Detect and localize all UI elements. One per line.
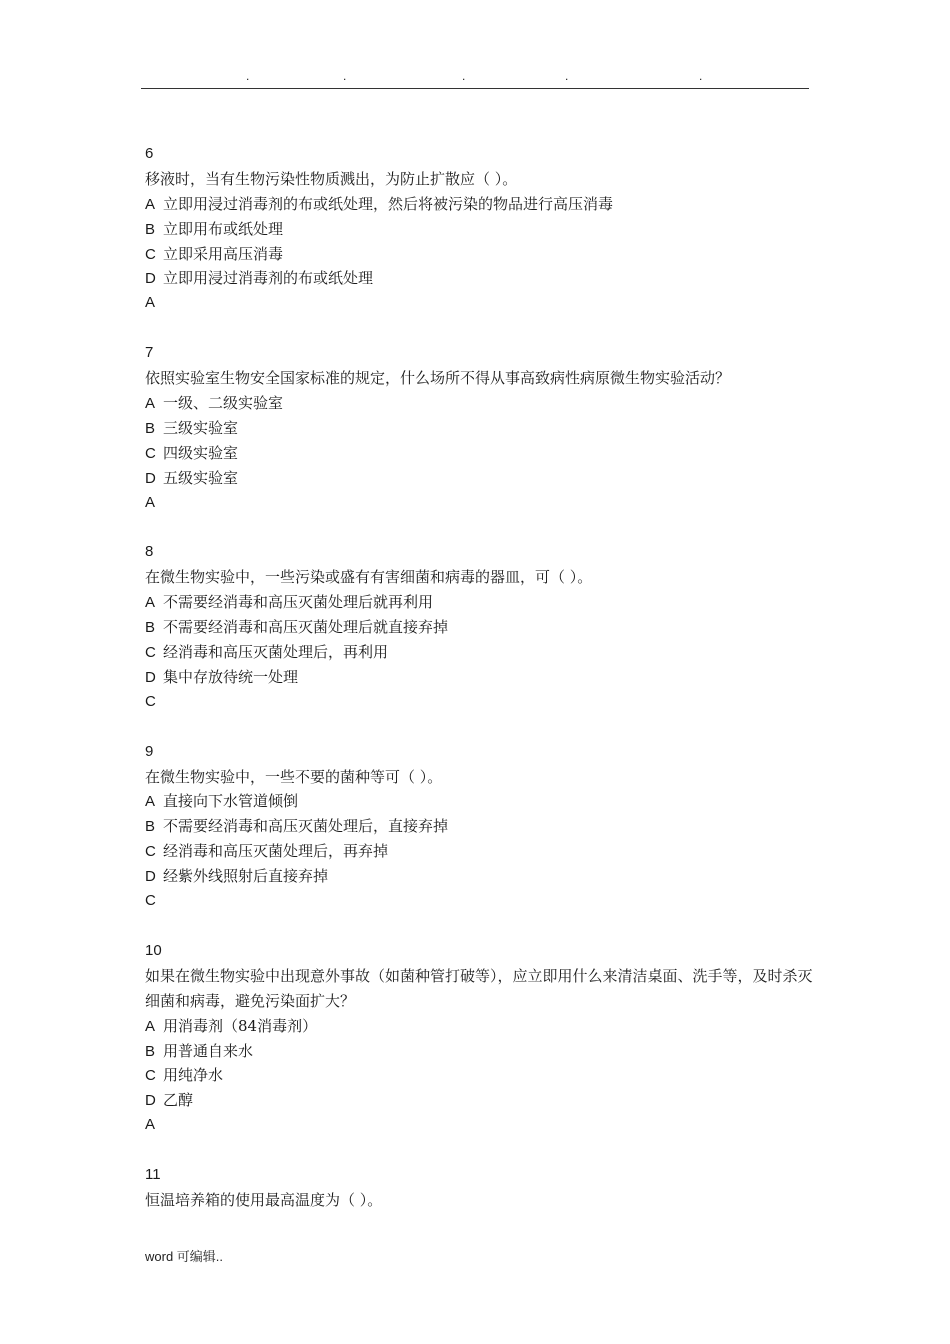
option-text: 立即用布或纸处理 <box>163 219 284 238</box>
question-number: 9 <box>145 742 154 760</box>
answer: A <box>145 493 156 511</box>
answer: A <box>145 294 156 312</box>
option-letter: D <box>145 668 156 686</box>
question-8 <box>145 540 815 714</box>
question-text: 如果在微生物实验中出现意外事故（如菌种管打破等），应立即用什么来清洁桌面、洗手等，及时杀灭细菌和病毒，避免污染面扩大？ <box>145 966 813 1010</box>
option-text: 五级实验室 <box>163 468 239 487</box>
answer: A <box>145 1116 156 1134</box>
question-text: 移液时，当有生物污染性物质溅出，为防止扩散应（ ）。 <box>145 169 518 188</box>
option-text: 立即用浸过消毒剂的布或纸处理，然后将被污染的物品进行高压消毒 <box>163 194 614 213</box>
option-text: 集中存放待统一处理 <box>163 667 299 686</box>
answer: C <box>145 692 156 710</box>
option-letter: C <box>145 644 156 662</box>
option-letter: D <box>145 469 156 487</box>
question-text: 在微生物实验中，一些不要的菌种等可（ ）。 <box>145 767 443 786</box>
option-b <box>145 217 815 242</box>
header-dot: . <box>246 69 250 83</box>
question-text: 依照实验室生物安全国家标准的规定，什么场所不得从事高致病性病原微生物实验活动？ <box>145 369 731 388</box>
option-text: 乙醇 <box>163 1091 194 1110</box>
option-c <box>145 640 815 665</box>
option-letter: A <box>145 594 156 612</box>
option-text: 经紫外线照射后直接弃掉 <box>163 867 329 886</box>
option-letter: A <box>145 395 156 413</box>
question-9 <box>145 740 815 914</box>
option-letter: D <box>145 270 156 288</box>
option-a <box>145 789 815 814</box>
option-letter: B <box>145 619 156 637</box>
question-text: 恒温培养箱的使用最高温度为（ ）。 <box>145 1190 383 1209</box>
page-header <box>141 70 809 89</box>
option-text: 不需要经消毒和高压灭菌处理后，直接弃掉 <box>163 817 449 836</box>
option-a <box>145 590 815 615</box>
option-text: 用纯净水 <box>163 1066 224 1085</box>
option-d <box>145 466 815 491</box>
option-a <box>145 1014 815 1039</box>
option-text: 不需要经消毒和高压灭菌处理后就直接弃掉 <box>163 618 449 637</box>
header-dot: . <box>565 69 569 83</box>
option-text: 立即用浸过消毒剂的布或纸处理 <box>163 269 374 288</box>
answer: C <box>145 892 156 910</box>
option-a <box>145 192 815 217</box>
option-letter: D <box>145 1092 156 1110</box>
question-6 <box>145 142 815 316</box>
option-text: 立即采用高压消毒 <box>163 244 284 263</box>
option-d <box>145 1088 815 1113</box>
option-c <box>145 441 815 466</box>
question-7 <box>145 341 815 515</box>
option-d <box>145 864 815 889</box>
option-b <box>145 615 815 640</box>
question-number: 11 <box>145 1166 161 1184</box>
option-b <box>145 416 815 441</box>
option-letter: A <box>145 195 156 213</box>
option-text: 四级实验室 <box>163 443 239 462</box>
option-c <box>145 242 815 267</box>
header-dot: . <box>699 69 703 83</box>
header-dot: . <box>343 69 347 83</box>
question-10 <box>145 939 815 1138</box>
header-dot: . <box>462 69 466 83</box>
option-letter: B <box>145 1042 156 1060</box>
option-letter: C <box>145 1067 156 1085</box>
option-letter: B <box>145 818 156 836</box>
option-letter: B <box>145 419 156 437</box>
question-number: 10 <box>145 941 162 959</box>
option-letter: C <box>145 245 156 263</box>
option-letter: A <box>145 1017 156 1035</box>
option-text: 一级、二级实验室 <box>163 394 284 413</box>
question-number: 7 <box>145 344 154 362</box>
option-b <box>145 1039 815 1064</box>
option-b <box>145 814 815 839</box>
question-number: 6 <box>145 145 154 162</box>
option-text: 经消毒和高压灭菌处理后，再利用 <box>163 643 389 662</box>
option-letter: A <box>145 793 156 811</box>
option-text: 三级实验室 <box>163 418 239 437</box>
option-c <box>145 839 815 864</box>
option-d <box>145 266 815 291</box>
option-d <box>145 665 815 690</box>
question-list <box>145 142 815 1238</box>
option-text: 用普通自来水 <box>163 1041 254 1060</box>
option-text: 用消毒剂（84消毒剂） <box>163 1016 318 1035</box>
option-letter: B <box>145 220 156 238</box>
page-footer: word 可编辑.. <box>145 1249 224 1264</box>
option-text: 不需要经消毒和高压灭菌处理后就再利用 <box>163 593 434 612</box>
option-text: 直接向下水管道倾倒 <box>163 792 299 811</box>
question-number: 8 <box>145 543 154 561</box>
question-text: 在微生物实验中，一些污染或盛有有害细菌和病毒的器皿，可（ ）。 <box>145 568 593 587</box>
option-letter: D <box>145 868 156 886</box>
option-letter: C <box>145 444 156 462</box>
question-11 <box>145 1163 815 1213</box>
option-letter: C <box>145 843 156 861</box>
option-a <box>145 391 815 416</box>
option-c <box>145 1063 815 1088</box>
option-text: 经消毒和高压灭菌处理后，再弃掉 <box>163 842 389 861</box>
